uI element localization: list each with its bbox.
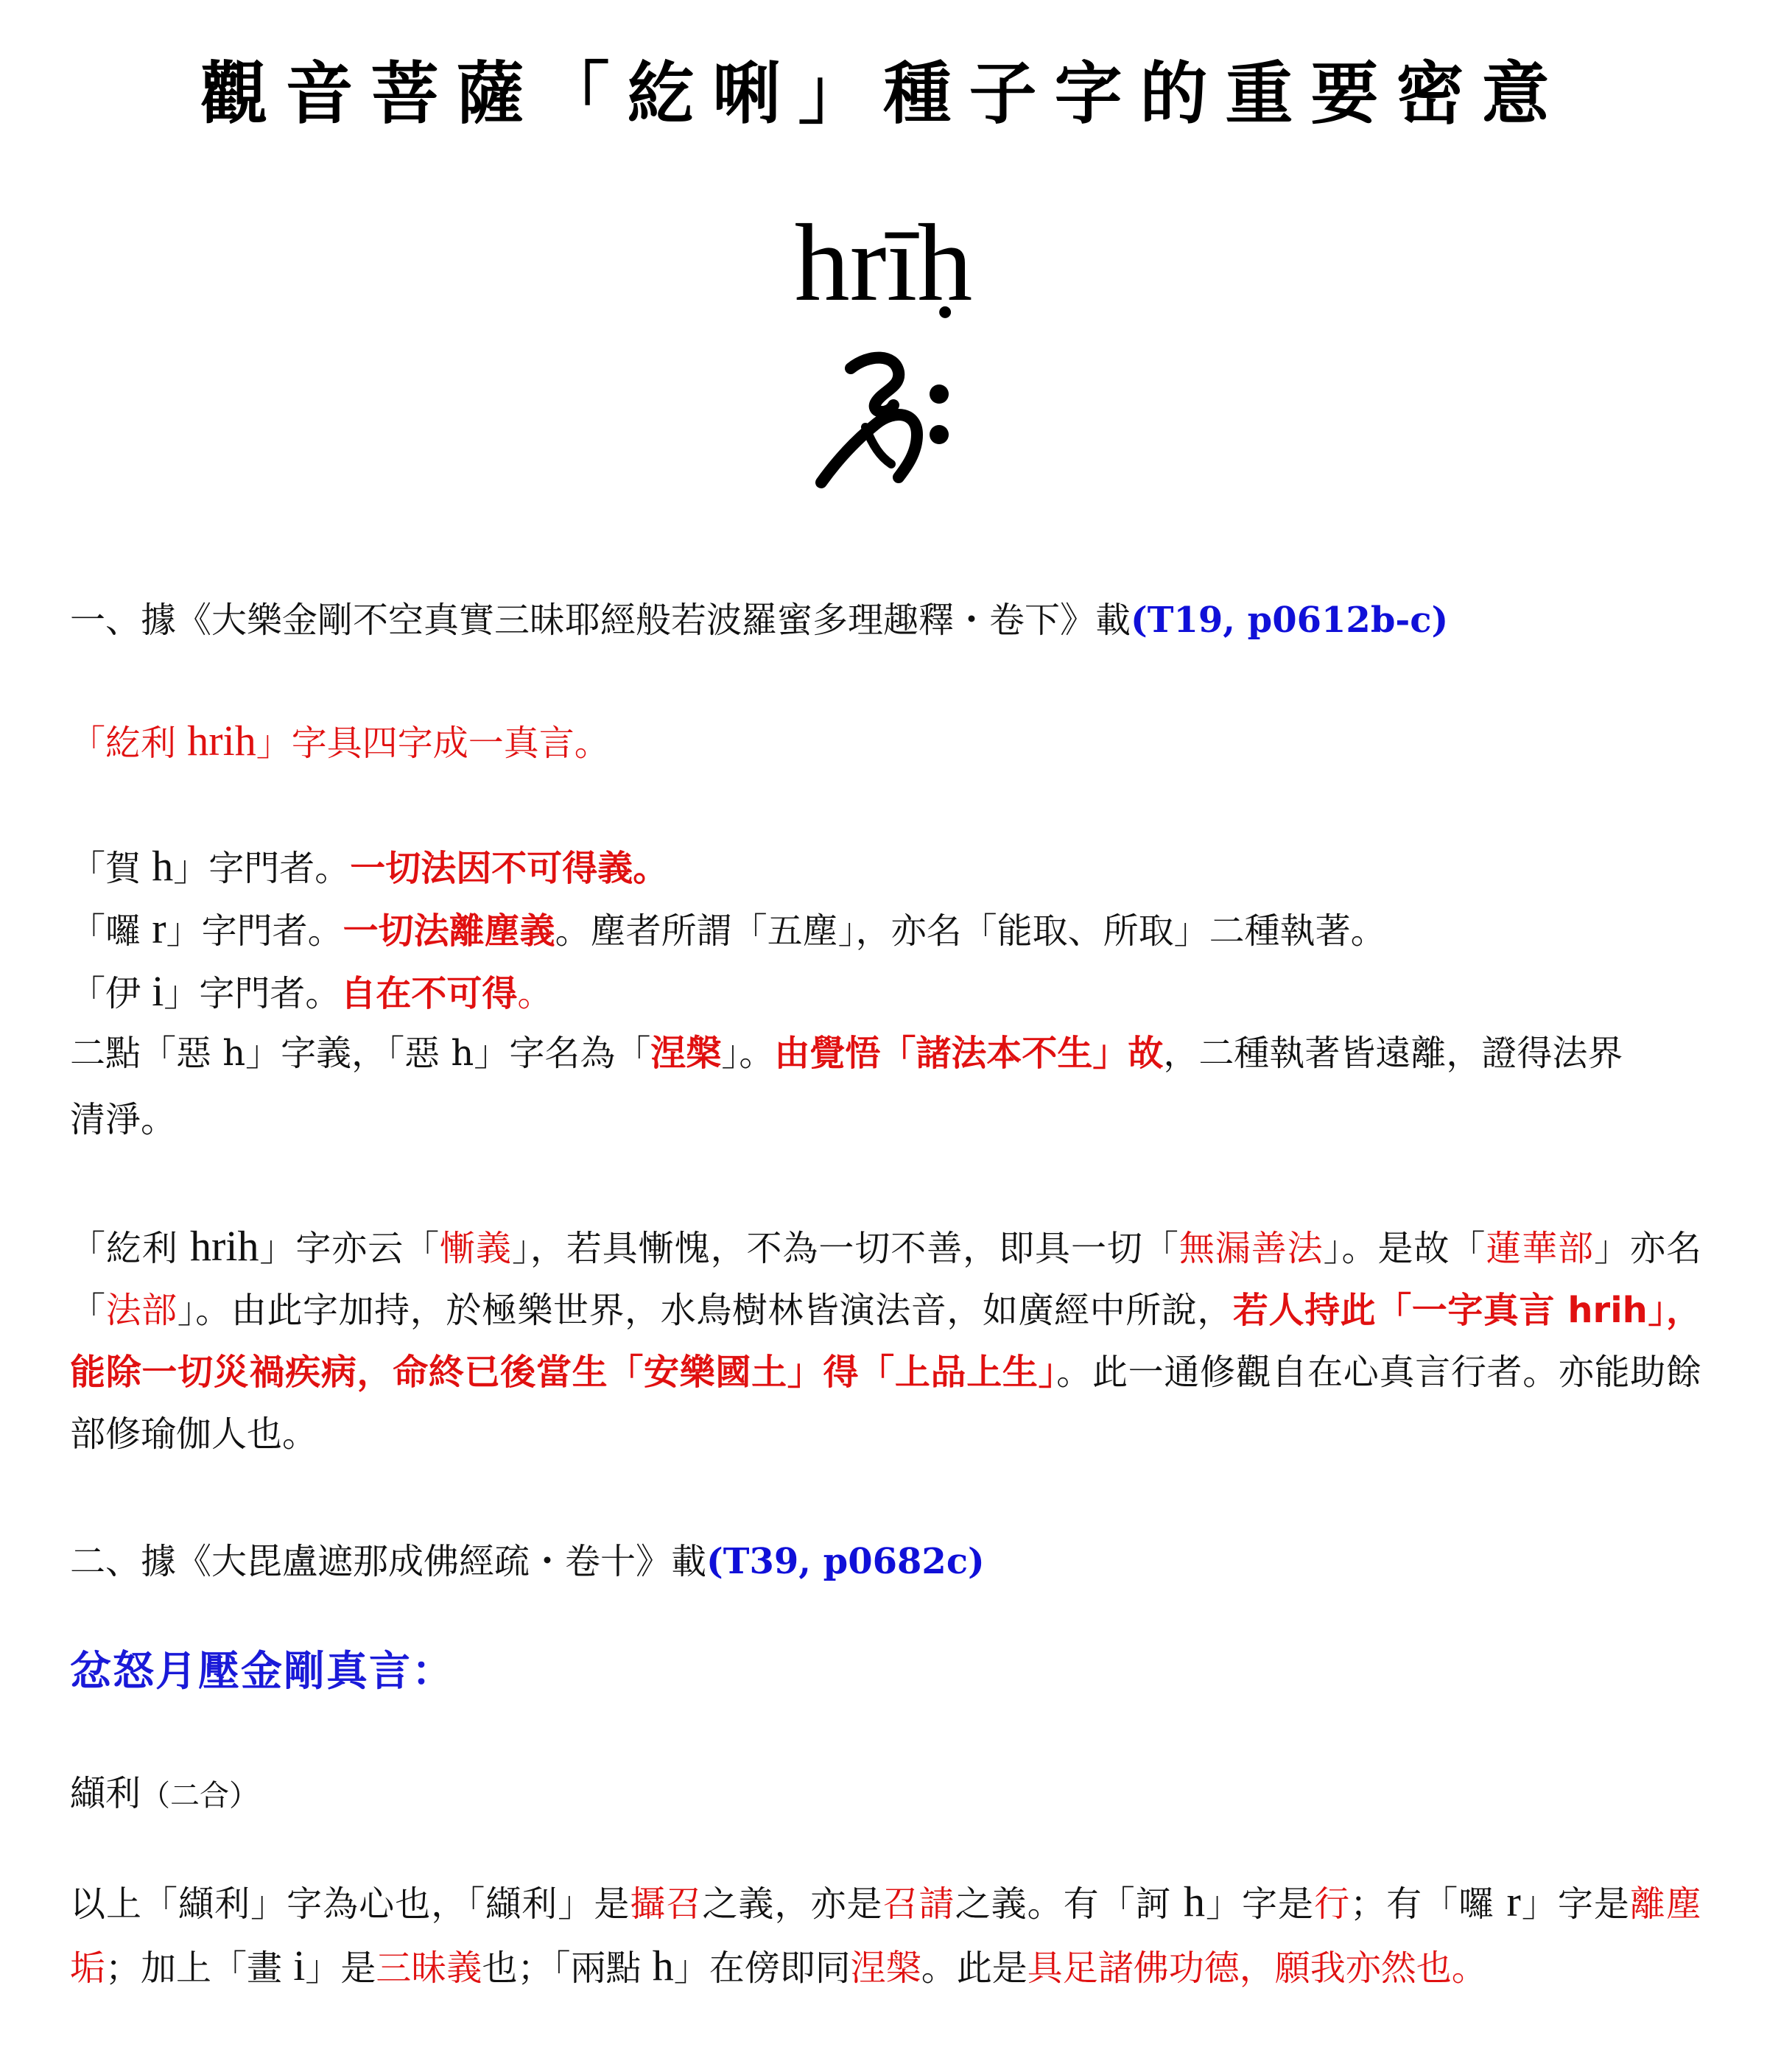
section2-reference: (T39, p0682c): [706, 1541, 985, 1582]
mantra-explanation-paragraph: 以上「纈利」字為心也，「纈利」是攝召之義，亦是召請之義。有「訶 h」字是行；有「囉 r」字是離塵垢；加上「畫 i」是三昧義也；「兩點 h」在傍即同涅槃。此是具足諸佛功德，願我亦然也。: [70, 1878, 1701, 1990]
section2-source: 二、據《大毘盧遮那成佛經疏・卷十》載: [70, 1541, 707, 1582]
two-dots-line: 二點「惡 h」字義，「惡 h」字名為「涅槃」。由覺悟「諸法本不生」故，二種執著皆遠離，證得法界: [70, 1033, 1623, 1074]
section2-intro: [70, 1539, 1698, 1584]
hrih-shame-paragraph: 「紇利 hrih」字亦云「慚義」，若具慚愧，不為一切不善，即具一切「無漏善法」。是故「蓮華部」亦名「法部」。由此字加持，於極樂世界，水鳥樹林皆演法音，如廣經中所說，若人持此「一字真言 hrih」，能除一切災禍疾病，命終已後當生「安樂國土」得「上品上生」。此一通修觀自在心真言行者。亦能助餘部修瑜伽人也。: [70, 1222, 1701, 1455]
letter-r-line: 「囉 r」字門者。一切法離塵義。塵者所謂「五塵」，亦名「能取、所取」二種執著。: [70, 905, 1386, 952]
hrih-four-letters-line: 「紇利 hrih」字具四字成一真言。: [70, 717, 610, 765]
section1-reference: (T19, p0612b-c): [1131, 600, 1449, 641]
section1-source: 一、據《大樂金剛不空真實三昧耶經般若波羅蜜多理趣釋・卷下》載: [70, 600, 1131, 641]
siddham-hrih-icon: [807, 346, 961, 494]
letter-i-line: 「伊 i」字門者。自在不可得。: [70, 967, 553, 1015]
letter-h-line: 「賀 h」字門者。一切法因不可得義。: [70, 842, 669, 890]
transliteration-hrih: hrīḥ: [794, 202, 973, 324]
two-dots-line-cont: 清淨。: [70, 1099, 177, 1140]
section1-intro: [70, 598, 1698, 642]
mantra-line: 纈利（二合）: [70, 1773, 259, 1814]
page-title: 觀音菩薩「紇唎」種子字的重要密意: [200, 55, 1567, 133]
mantra-heading: 忿怒月壓金剛真言：: [70, 1648, 454, 1696]
